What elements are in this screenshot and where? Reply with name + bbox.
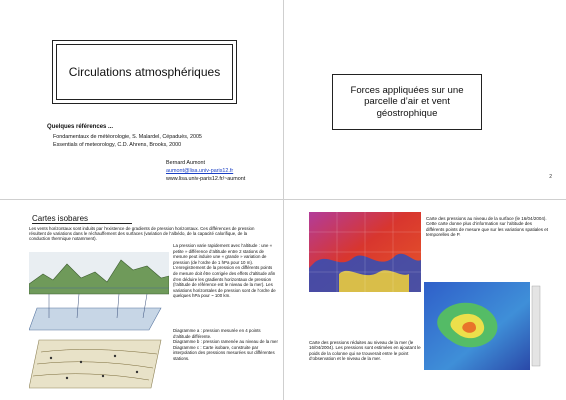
page-number: 2 bbox=[549, 174, 552, 180]
title-underline bbox=[32, 223, 132, 224]
station-dot bbox=[80, 361, 82, 363]
station-dot bbox=[50, 357, 52, 359]
slide-4 bbox=[284, 200, 566, 400]
diagram-caption-a: Diagramme a : pression mesurée en 4 points d’altitude différente. bbox=[173, 328, 261, 339]
reference-item: Essentials of meteorology, C.D. Ahrens, Brooks, 2000 bbox=[53, 142, 182, 148]
surface-map-caption: Carte des pressions au niveau de la surface (le 16/04/2004). Cette carte donne plus d’information sur l’altitude des différents points de mesure que sur les variations spatiales et temporelles de P. bbox=[426, 216, 548, 237]
title-frame bbox=[52, 40, 237, 104]
plane-c bbox=[29, 340, 161, 388]
station-dot bbox=[136, 371, 138, 373]
title-line: Forces appliquées sur une bbox=[350, 84, 464, 96]
color-scale bbox=[532, 286, 540, 366]
diagram-captions bbox=[173, 328, 278, 362]
diagram-caption-c: Diagramme c : Carte isobare, construite par interpolation des pressions mesurées sur différentes stations. bbox=[173, 344, 275, 361]
title-line: géostrophique bbox=[376, 107, 438, 119]
reference-item: Fondamentaux de météorologie, S. Malardel, Cépaduès, 2005 bbox=[53, 134, 202, 140]
station-dot bbox=[66, 377, 68, 379]
author-email-link[interactable]: aumont@lisa.univ-paris12.fr bbox=[166, 168, 234, 174]
slide-3-title: Cartes isobares bbox=[32, 214, 89, 223]
diagram-caption-b: Diagramme b : pression ramenée au niveau de la mer bbox=[173, 339, 278, 345]
station-dot bbox=[114, 355, 116, 357]
altitude-pressure-text: La pression varie rapidement avec l’altitude : une « petite » différence d’altitude entre 2 stations de mesure peut induire une « grande » variation de pression (de l’ordre de 1 hPa pour 10 m). L’enregistrement de la pression en différents points de mesure doit être corrigée des effets d’altitude afin d’en déduire les gradients horizontaux de pression (l’altitude de référence est le niveau de la mer). Les variations horizontales de pression sont de l’ordre de quelques hPa pour ~ 100 km. bbox=[173, 243, 276, 299]
sea-level-map-caption: Carte des pressions réduites au niveau de la mer (le 16/04/2004). Les pressions sont estimées en ajoutant le poids de la colonne qui se trouverait entre le point d’observation et le niveau de la mer. bbox=[309, 340, 421, 361]
slide-2 bbox=[284, 0, 566, 199]
author-name: Bernard Aumont bbox=[166, 160, 205, 166]
references-heading: Quelques références ... bbox=[47, 124, 114, 130]
author-website: www.lisa.univ-paris12.fr/~aumont bbox=[166, 176, 246, 182]
slide-1 bbox=[0, 0, 283, 199]
sea-level-pressure-map bbox=[424, 282, 542, 370]
intro-paragraph: Les vents horizontaux sont induits par l’existence de gradients de pression horizontaux. Ces différences de pression résultent de variations dans le réchauffement des surfaces (variation de l’albédo, de la capacité calorifique, de la conduction thermique notamment). bbox=[29, 226, 255, 242]
isobar-diagram bbox=[29, 252, 169, 392]
surface-pressure-map bbox=[309, 212, 421, 292]
slide-1-title: Circulations atmosphériques bbox=[56, 44, 233, 100]
slide-2-title bbox=[332, 74, 482, 130]
slide-3 bbox=[0, 200, 283, 400]
title-line: parcelle d’air et vent bbox=[364, 96, 450, 108]
station-dot bbox=[102, 375, 104, 377]
